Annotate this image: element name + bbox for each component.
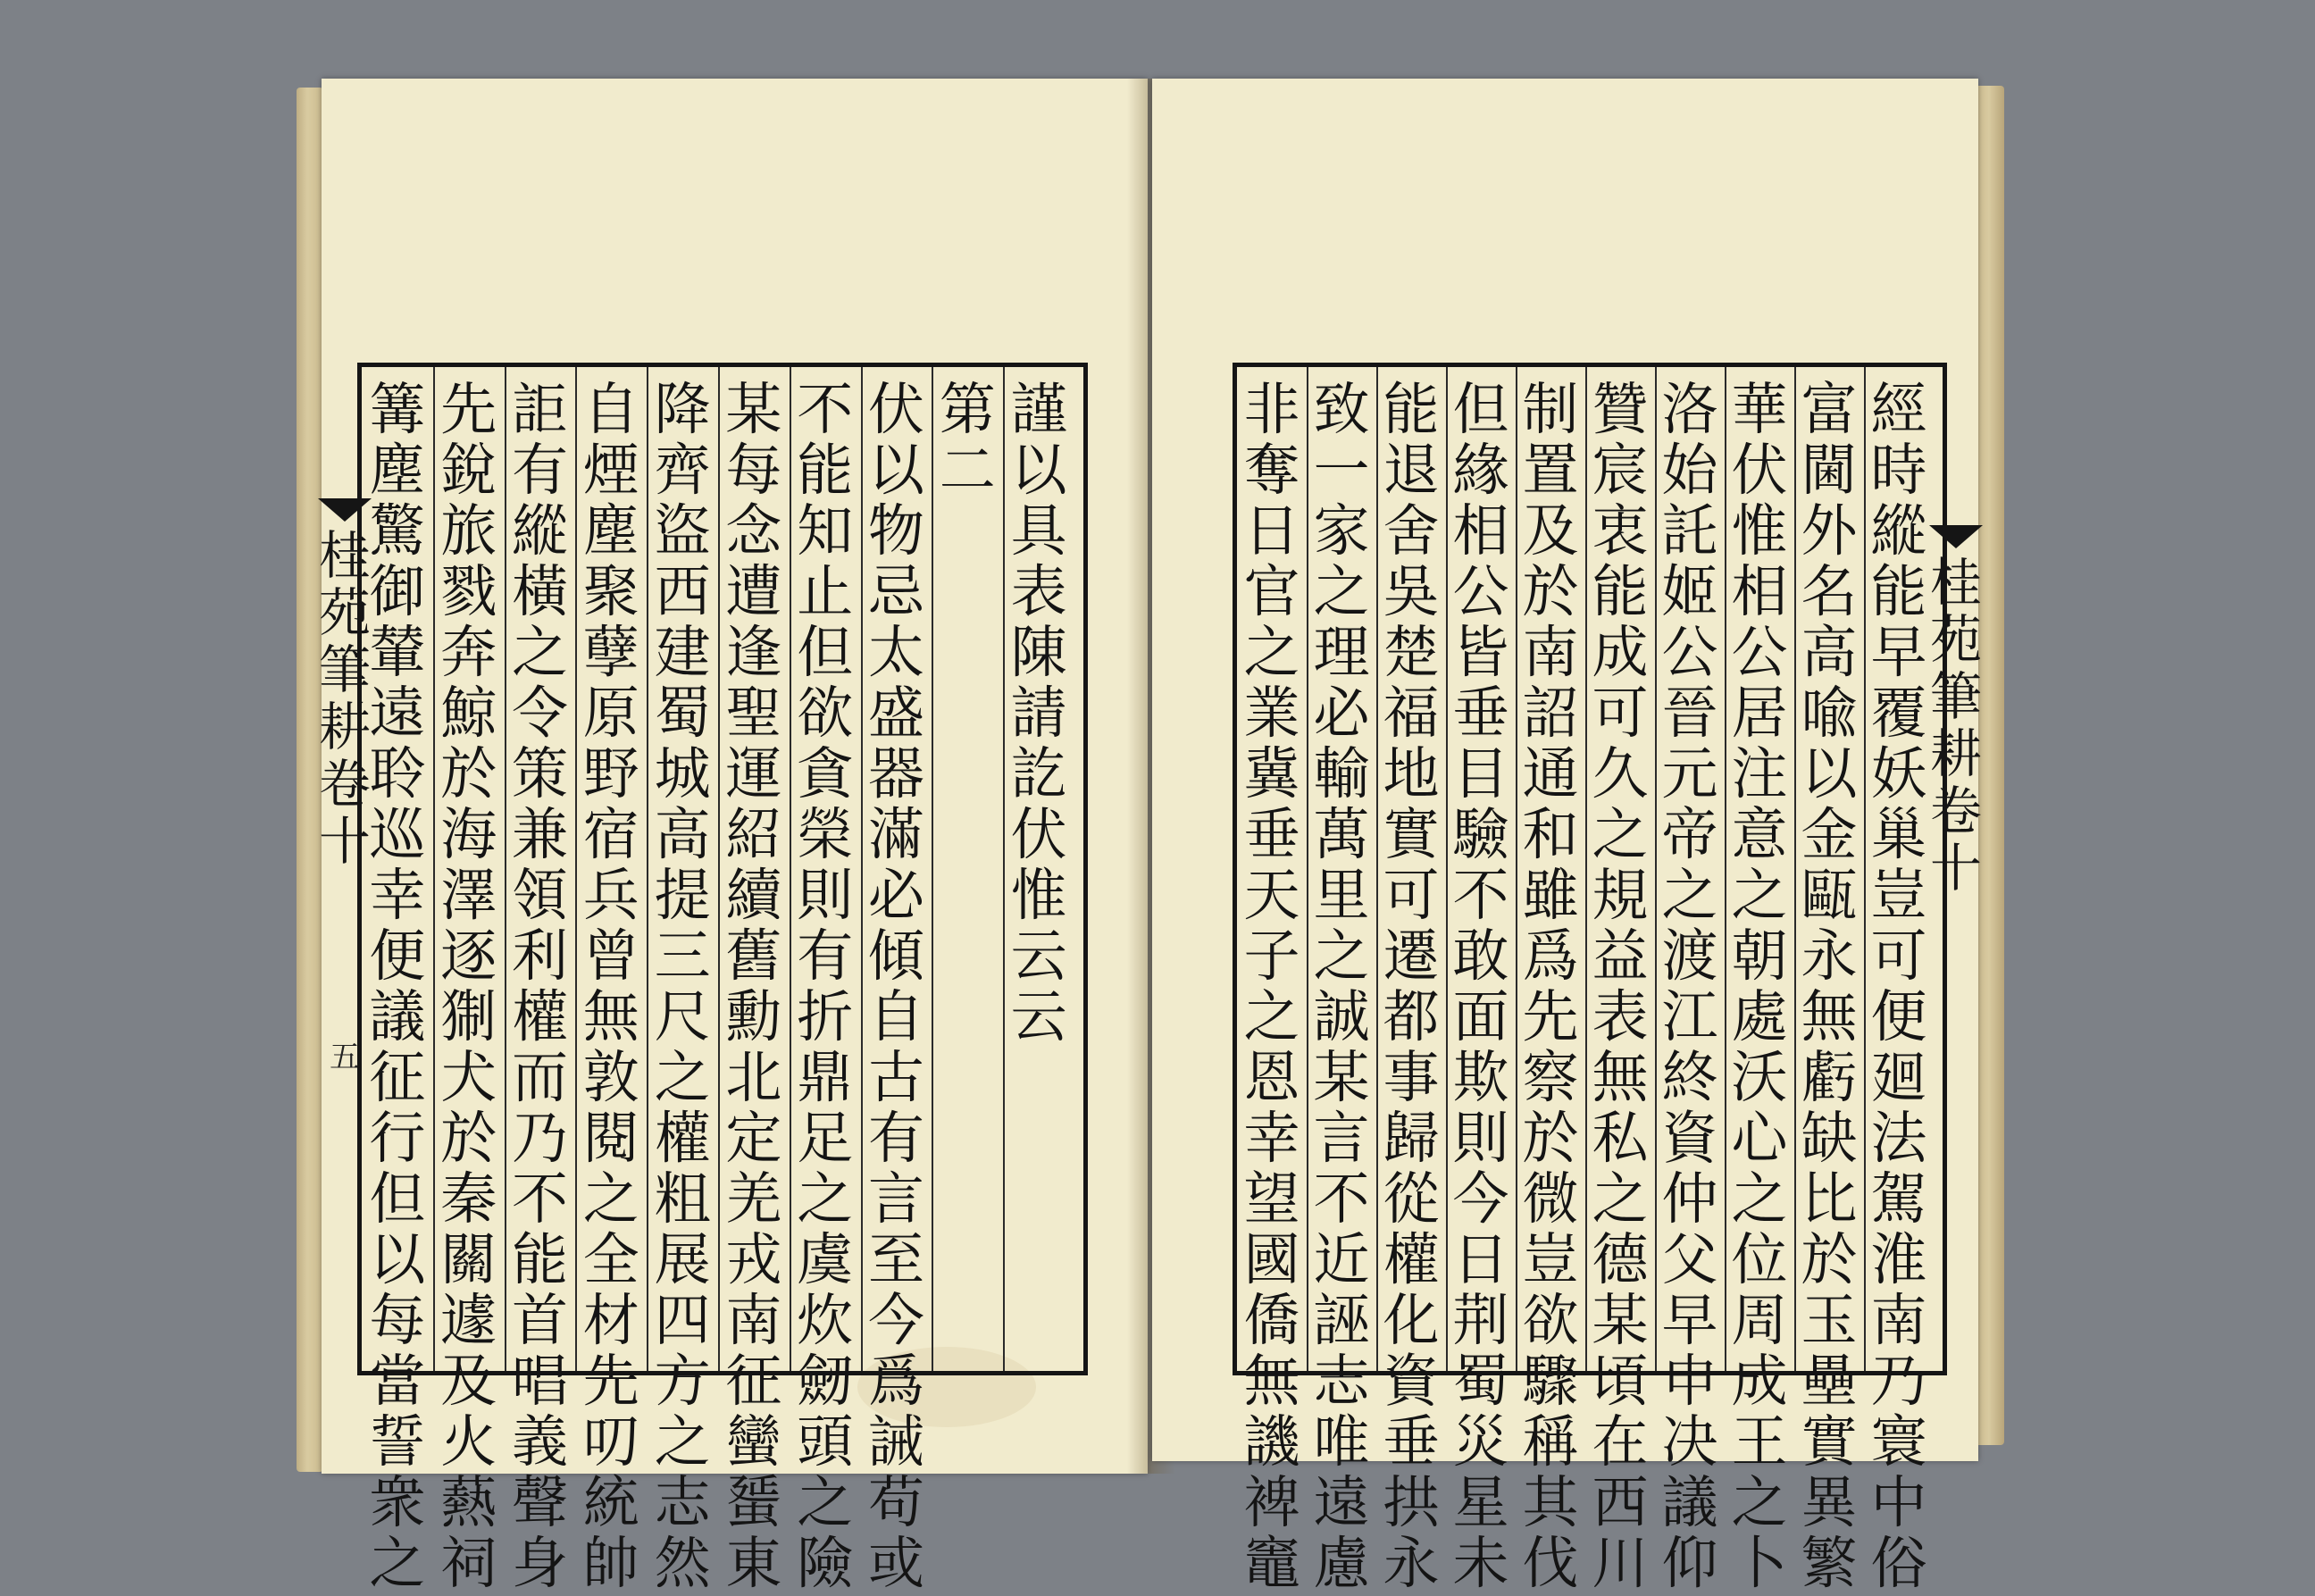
column-rule	[433, 367, 435, 1371]
margin-title-text: 桂 苑 筆 耕 卷 十	[318, 525, 371, 872]
text-column: 但 緣 相 公 皆 垂 目 驗 不 敢 面 欺 則 今 日 荆 蜀 災 星 未	[1452, 377, 1509, 1596]
column-rule	[790, 367, 791, 1371]
column-rule	[1585, 367, 1587, 1371]
text-column: 先 銳 旅 戮 奔 鯨 於 海 澤 逐 猘 犬 於 秦 關 遽 及 火 爇 祠	[440, 377, 497, 1596]
text-frame	[357, 363, 1088, 1596]
column-rule	[1516, 367, 1517, 1371]
text-column: 篝 塵 驚 御 輦 遠 聆 巡 幸 便 議 征 行 但 以 每 當 誓 衆 之	[369, 377, 426, 1596]
column-rule	[1446, 367, 1448, 1371]
margin-title-text: 桂 苑 筆 耕 卷 十	[1929, 552, 1982, 898]
column-rule	[1864, 367, 1866, 1371]
text-column: 第 二	[939, 377, 996, 503]
column-rule	[718, 367, 720, 1371]
fishtail-mark-icon	[1929, 525, 1983, 548]
left-page	[318, 79, 1148, 1596]
text-column: 致 一 家 之 理 必 輸 萬 里 之 誠 某 言 不 近 誣 志 唯 遠 慮	[1313, 377, 1370, 1596]
text-column: 不 能 知 止 但 欲 貪 榮 則 有 折 鼎 足 之 虞 炊 劒 頭 之 險	[797, 377, 854, 1596]
text-column: 謹 以 具 表 陳 請 訖 伏 惟 云 云	[1010, 377, 1067, 1049]
right-page	[1152, 79, 1982, 1596]
column-rule	[505, 367, 506, 1371]
text-column: 富 閫 外 名 高 喩 以 金 甌 永 無 虧 缺 比 於 玉 壘 實 異 繁	[1801, 377, 1858, 1596]
text-column: 某 每 念 遭 逢 聖 運 紹 續 舊 勳 北 定 羌 戎 南 征 蠻 蜑 東	[725, 377, 782, 1596]
column-rule	[1376, 367, 1378, 1371]
folio-number: 五	[330, 1040, 360, 1075]
text-column: 洛 始 託 姬 公 晉 元 帝 之 渡 江 終 資 仲 父 早 申 决 議 仰	[1661, 377, 1718, 1596]
column-rule	[1307, 367, 1308, 1371]
text-frame	[1233, 363, 1947, 1596]
column-rule	[932, 367, 933, 1371]
column-rule	[1725, 367, 1726, 1371]
column-rule	[647, 367, 648, 1371]
text-column: 自 煙 塵 聚 孽 原 野 宿 兵 曾 無 敦 閱 之 全 材 先 叨 統 帥	[582, 377, 639, 1596]
text-column: 制 置 及 於 南 詔 通 和 雖 爲 先 察 於 微 豈 欲 驟 稱 其 伐	[1522, 377, 1579, 1596]
text-column: 伏 以 物 忌 太 盛 器 滿 必 傾 自 古 有 言 至 今 爲 誡 苟 或	[867, 377, 924, 1596]
text-column: 經 時 縱 能 早 覆 妖 巢 豈 可 便 廻 法 駕 淮 南 乃 寰 中 俗	[1870, 377, 1927, 1596]
column-rule	[861, 367, 863, 1371]
column-rule	[575, 367, 577, 1371]
text-column: 能 退 舍 吳 楚 福 地 實 可 遷 都 事 歸 從 權 化 資 垂 拱 永	[1383, 377, 1440, 1596]
column-rule	[1655, 367, 1657, 1371]
right-margin-title	[1929, 525, 1983, 897]
column-rule	[1794, 367, 1796, 1371]
text-column: 華 伏 惟 相 公 居 注 意 之 朝 處 沃 心 之 位 周 成 王 之 卜	[1731, 377, 1788, 1596]
text-column: 非 奪 日 官 之 業 冀 垂 天 子 之 恩 幸 望 國 僑 無 譏 裨 竈	[1243, 377, 1300, 1596]
text-column: 贊 宸 衷 能 成 可 久 之 規 益 表 無 私 之 德 某 頃 在 西 川	[1592, 377, 1649, 1596]
text-column: 詎 有 縱 橫 之 令 策 兼 領 利 權 而 乃 不 能 首 唱 義 聲 身	[511, 377, 568, 1596]
column-rule	[1003, 367, 1005, 1371]
text-column: 降 齊 盜 西 建 蜀 城 高 提 三 尺 之 權 粗 展 四 方 之 志 然	[654, 377, 711, 1596]
